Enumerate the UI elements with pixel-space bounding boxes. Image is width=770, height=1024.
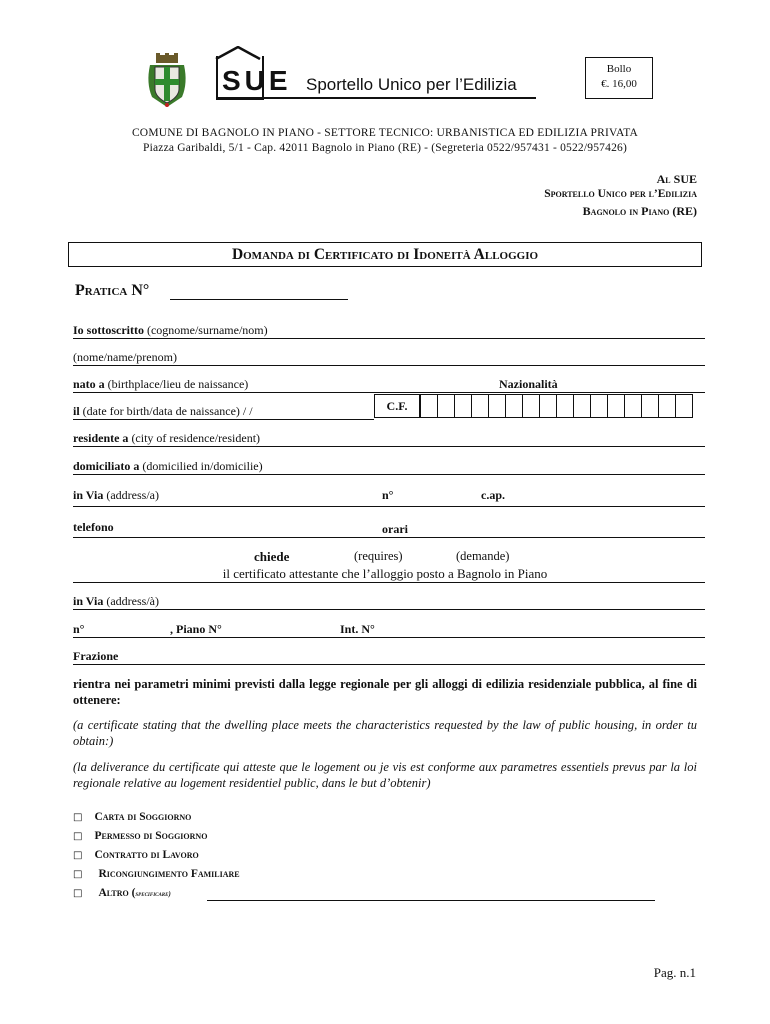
surname-label: (cognome/surname/nom) <box>143 323 268 337</box>
domicile-label: (domicilied in/domicilie) <box>139 459 263 473</box>
residence-label: (city of residence/resident) <box>128 431 261 445</box>
residence-label-bold: residente a <box>73 431 129 445</box>
tax-code-cell[interactable] <box>488 394 506 418</box>
certificate-statement: il certificato attestante che l’alloggio posto a Bagnolo in Piano <box>222 566 548 581</box>
residence-line <box>73 446 705 447</box>
tax-code-cell[interactable] <box>675 394 693 418</box>
logo-underline <box>216 97 536 99</box>
surname-row[interactable] <box>73 323 705 338</box>
chiede-french: (demande) <box>456 549 510 563</box>
birthplace-row[interactable] <box>73 377 705 392</box>
dwelling-address-label: (address/à) <box>103 594 159 608</box>
altro-specify-field[interactable] <box>207 900 655 901</box>
option-altro[interactable] <box>73 887 171 899</box>
address-row[interactable] <box>73 488 705 503</box>
tax-code-cell[interactable] <box>573 394 591 418</box>
hours-label: orari <box>382 522 408 536</box>
office-header: COMUNE DI BAGNOLO IN PIANO - SETTORE TECNICO: URBANISTICA ED EDILIZIA PRIVATA <box>131 127 639 139</box>
pratica-label: Pratica N° <box>75 282 150 299</box>
domicile-line <box>73 474 705 475</box>
birthplace-label: (birthplace/lieu de naissance) <box>104 377 249 391</box>
surname-line <box>73 338 705 339</box>
addressee-line2: Sportello Unico per l’Edilizia <box>544 188 697 200</box>
tax-code-cell[interactable] <box>624 394 642 418</box>
name-line <box>73 365 705 366</box>
birthplace-line <box>73 392 705 393</box>
revenue-stamp-box <box>585 57 653 99</box>
birthdate-label-bold: il <box>73 404 80 418</box>
option-label: Contratto di Lavoro <box>94 849 199 861</box>
tax-code-cell[interactable] <box>471 394 489 418</box>
dwelling-address-label-bold: in Via <box>73 594 104 608</box>
pratica-number-field[interactable] <box>170 299 348 300</box>
statement-line <box>73 582 705 583</box>
tax-code-cell[interactable] <box>607 394 625 418</box>
domicile-row[interactable] <box>73 459 705 474</box>
chiede-english: (requires) <box>354 549 403 563</box>
tax-code-cell[interactable] <box>505 394 523 418</box>
tax-code-cell[interactable] <box>641 394 659 418</box>
phone-label: telefono <box>73 520 114 534</box>
checkbox-icon[interactable]: □ <box>73 869 83 880</box>
phone-line <box>73 537 705 538</box>
purpose-italian: rientra nei parametri minimi previsti dalla legge regionale per gli alloggi di edilizia residenziale pubblica, al fine di ottenere: <box>73 677 697 707</box>
surname-label-bold: Io sottoscritto <box>73 323 144 337</box>
document-title: Domanda di Certificato di Idoneità Alloggio <box>68 242 702 267</box>
option-label: Carta di Soggiorno <box>94 811 192 823</box>
cf-label: C.F. <box>374 394 420 418</box>
option-permesso-soggiorno[interactable] <box>73 830 207 842</box>
sue-logo <box>216 56 538 100</box>
domicile-label-bold: domiciliato a <box>73 459 140 473</box>
hamlet-line <box>73 664 705 665</box>
postal-code-label: c.ap. <box>481 488 505 502</box>
residence-row[interactable] <box>73 431 705 446</box>
purpose-french: (la deliverance du certificate qui atteste que le logement ou je vis est conforme aux parametres essentiels prevus par la loi regionale relative au logement residentiel public, dans le but d’obtenir) <box>73 760 697 790</box>
checkbox-icon[interactable]: □ <box>73 812 83 823</box>
addressee-line3: Bagnolo in Piano (RE) <box>582 204 697 218</box>
municipal-crest-icon <box>146 53 188 109</box>
option-contratto-lavoro[interactable] <box>73 849 199 861</box>
phone-row[interactable] <box>73 520 705 535</box>
address-line <box>73 506 705 507</box>
hamlet-label: Frazione <box>73 649 119 663</box>
birthdate-row[interactable] <box>73 404 373 419</box>
birthdate-label: (date for birth/data de naissance) / / <box>79 404 253 418</box>
tax-code-cell[interactable] <box>590 394 608 418</box>
tax-code-cell[interactable] <box>556 394 574 418</box>
sue-letters: SUE <box>222 65 292 96</box>
address-label-bold: in Via <box>73 488 104 502</box>
tax-code-cell[interactable] <box>522 394 540 418</box>
option-label: Altro ( <box>98 887 136 899</box>
tax-code-cell[interactable] <box>454 394 472 418</box>
address-label: (address/a) <box>103 488 159 502</box>
altro-specify: specificare) <box>135 890 171 898</box>
tax-code-cell[interactable] <box>539 394 557 418</box>
house-number-label: n° <box>382 488 394 502</box>
interior-label: Int. N° <box>340 622 375 636</box>
dwelling-address-row[interactable] <box>73 594 705 609</box>
checkbox-icon[interactable]: □ <box>73 888 83 899</box>
dwelling-number-label: n° <box>73 622 85 636</box>
name-label: (nome/name/prenom) <box>73 350 177 364</box>
tax-code-cell[interactable] <box>437 394 455 418</box>
hamlet-row[interactable] <box>73 649 705 664</box>
chiede-word: chiede <box>254 549 290 564</box>
dwelling-address-line <box>73 609 705 610</box>
option-ricongiungimento[interactable] <box>73 868 240 880</box>
addressee-line1: Al SUE <box>656 172 697 186</box>
option-label: Permesso di Soggiorno <box>94 830 208 842</box>
nationality-label: Nazionalità <box>499 377 558 391</box>
page-number: Pag. n.1 <box>653 965 696 980</box>
checkbox-icon[interactable]: □ <box>73 831 83 842</box>
option-label: Ricongiungimento Familiare <box>98 868 240 880</box>
purpose-english: (a certificate stating that the dwelling place meets the characteristics requested by the law of public housing, in order tu obtain:) <box>73 718 697 748</box>
birthdate-line <box>73 419 374 420</box>
checkbox-icon[interactable]: □ <box>73 850 83 861</box>
birthplace-label-bold: nato a <box>73 377 105 391</box>
name-row[interactable] <box>73 350 705 365</box>
tax-code-cell[interactable] <box>420 394 438 418</box>
sue-subtitle: Sportello Unico per l’Edilizia <box>306 75 517 94</box>
tax-code-cell[interactable] <box>658 394 676 418</box>
stamp-label: Bollo <box>606 63 632 75</box>
option-carta-soggiorno[interactable] <box>73 811 191 823</box>
office-address: Piazza Garibaldi, 5/1 - Cap. 42011 Bagnolo in Piano (RE) - (Segreteria 0522/957431 - 0522/957426) <box>143 142 627 154</box>
stamp-amount: €. 16,00 <box>601 78 637 90</box>
dwelling-number-row[interactable] <box>73 622 705 637</box>
floor-label: , Piano N° <box>170 622 222 636</box>
dwelling-number-line <box>73 637 705 638</box>
